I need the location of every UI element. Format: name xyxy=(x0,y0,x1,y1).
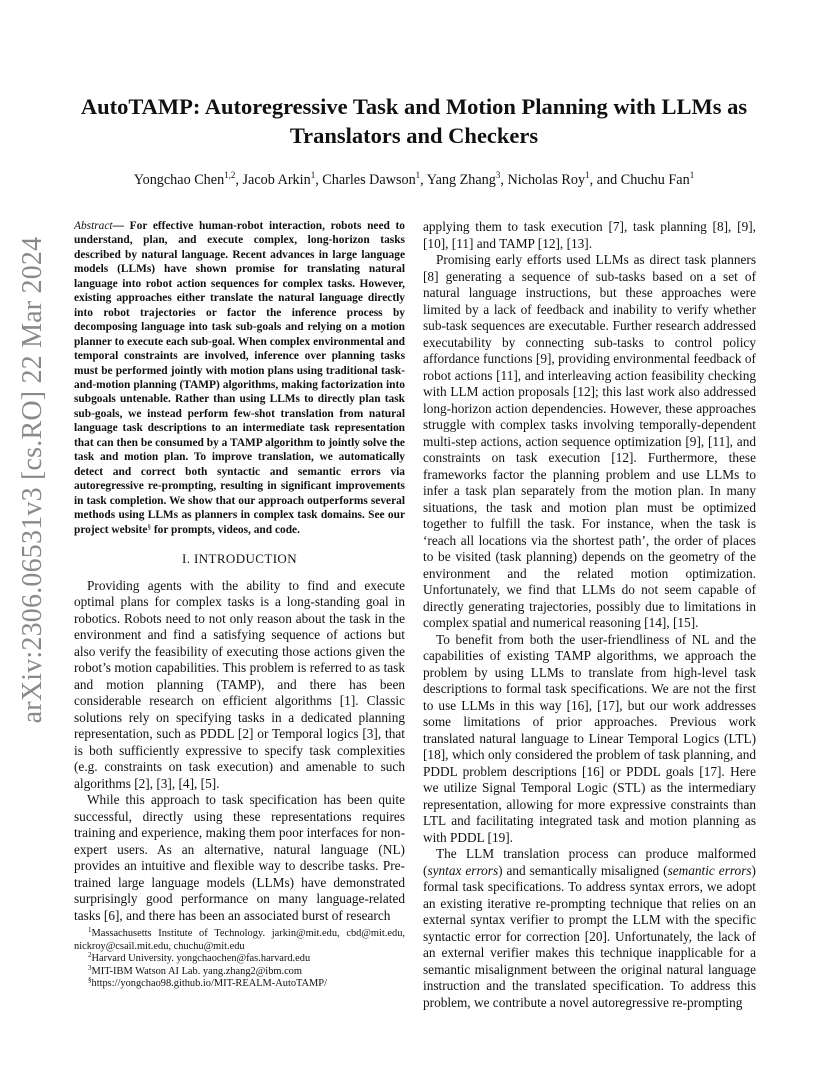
paragraph-text: The LLM translation process can produce malformed ( xyxy=(423,846,756,878)
emphasis-syntax-errors: syntax errors xyxy=(427,862,499,878)
author-affiliation-mark: 3 xyxy=(495,170,501,180)
author-name: Chuchu Fan xyxy=(620,172,690,188)
paper-title: AutoTAMP: Autoregressive Task and Motion Planning with LLMs as Translators and Checkers xyxy=(80,94,748,148)
footnote-mark: § xyxy=(88,976,92,985)
left-column xyxy=(74,219,405,924)
author-name: Jacob Arkin xyxy=(242,172,311,188)
author-name: Nicholas Roy xyxy=(507,172,586,188)
intro-paragraph: While this approach to task specification has been quite successful, directly using these representations requires training and experience, making them poor interfaces for non-expert users. As an alternative, natural language (NL) provides an intuitive and flexible way to describe tasks. Pre-trained large language models (LLMs) have demonstrated surprisingly good performance on many language-related tasks [6], and there has been an associated burst of research xyxy=(74,792,405,923)
paragraph-text: ) and semantically misaligned ( xyxy=(498,862,668,878)
footnote-mark: 1 xyxy=(88,926,92,934)
abstract-tail: for prompts, videos, and code. xyxy=(151,523,300,536)
footnote xyxy=(74,928,405,953)
project-website-footnote-mark[interactable]: § xyxy=(147,522,151,531)
body-paragraph: Promising early efforts used LLMs as direct task planners [8] generating a sequence of sub-tasks based on a set of natural language instructions, but these approaches were limited by a lack of feedback and inability to verify whether sub-task sequences are executable. Further research addressed executability by connecting sub-tasks to control policy affordance functions [9], providing environmental feedback of robot actions [11], and interleaving action feasibility checking with LLM action proposals [12]; this last work also addressed long-horizon action dependencies. However, these approaches struggle with complex tasks involving temporally-dependent multi-step actions, action sequence optimization [9], [11], and constraints on task execution [12]. Furthermore, these frameworks factor the planning problem and use LLMs to infer a task plan separately from the motion plan. In many situations, the task and motion plan must be optimized together to fulfill the task. For instance, when the task is ‘reach all locations via the shortest path’, the order of places to be visited (task planning) depends on the geometry of the environment and the related motion optimization. Unfortunately, we find that LLMs do not seem capable of directly generating trajectories, possibly due to limitations in complex spatial and numerical reasoning [14], [15]. xyxy=(423,252,756,630)
footnote-text: Massachusetts Institute of Technology. jarkin@mit.edu, cbd@mit.edu, nickroy@csail.mit.edu, chuchu@mit.edu xyxy=(74,928,405,952)
arxiv-identifier-stamp xyxy=(17,236,48,724)
footnotes xyxy=(74,928,405,991)
footnote-mark: 3 xyxy=(88,963,92,972)
paragraph-text: ) formal task specifications. To address syntax errors, we adopt an existing iterative re-prompting technique that relies on an external syntax verifier to prompt the LLM with the specific syntactic error for correction [20]. Unfortunately, the lack of an external verifier makes this technique inapplicable for a semantic misalignment between the original natural language instruction and the translated specification. To address this problem, we contribute a novel autoregressive re-prompting xyxy=(423,862,756,1010)
footnote xyxy=(74,953,405,966)
abstract-text: — For effective human-robot interaction, robots need to understand, plan, and execute complex, long-horizon tasks described by natural language. Recent advances in large language models (LLMs) have shown promise for translating natural language into robot action sequences for complex tasks. However, existing approaches either translate the natural language directly into robot trajectories or factor the inference process by decomposing language into task sub-goals and relying on a motion planner to execute each sub-goal. When complex environmental and temporal constraints are involved, inference over planning tasks must be performed jointly with motion plans using traditional task-and-motion planning (TAMP) algorithms, making factorization into subgoals untenable. Rather than using LLMs to directly plan task sub-goals, we instead perform few-shot translation from natural language task descriptions to an intermediate task representation that can then be consumed by a TAMP algorithm to jointly solve the task and motion plan. To improve translation, we automatically detect and correct both syntactic and semantic errors via autoregressive re-prompting, resulting in significant improvements in task completion. We show that our approach outperforms several methods using LLMs as planners in complex task domains. See our project website xyxy=(74,220,405,536)
footnote-text: MIT-IBM Watson AI Lab. yang.zhang2@ibm.com xyxy=(91,965,302,977)
author-affiliation-mark: 1 xyxy=(585,170,590,180)
project-website-url[interactable]: https://yongchao98.github.io/MIT-REALM-AutoTAMP/ xyxy=(91,978,327,990)
author-affiliation-mark: 1 xyxy=(415,170,421,180)
arxiv-identifier-text: arXiv:2306.06531v3 [cs.RO] 22 Mar 2024 xyxy=(17,236,48,724)
author-name: Yongchao Chen xyxy=(133,172,225,188)
footnote xyxy=(74,978,405,991)
author-affiliation-mark: 1 xyxy=(689,170,695,180)
author-list: Yongchao Chen$^{1,2}$, Jacob Arkin$^1$, Charles Dawson$^1$, Yang Zhang$^3$, Nicholas Roy$^1$, and Chuchu Fan$^1$ xyxy=(133,170,695,188)
footnote-text: Harvard University. yongchaochen@fas.harvard.edu xyxy=(91,953,311,965)
author-name: Yang Zhang xyxy=(426,172,496,188)
intro-paragraph: Providing agents with the ability to find and execute optimal plans for complex tasks is a long-standing goal in robotics. Robots need to not only reason about the task in the environment and find a satisfying sequence of actions but also verify the feasibility of executing those actions given the robot’s motion capabilities. This problem is referred to as task and motion planning (TAMP), and there has been considerable research on efficient algorithms [1]. Classic solutions rely on specifying tasks in a dedicated planning representation, such as PDDL [2] or Temporal logics [3], that is both sufficiently expressive to specify task complexities (e.g. constraints on task execution) and amenable to such algorithms [2], [3], [4], [5]. xyxy=(74,577,405,791)
author-affiliation-mark: 1 xyxy=(310,170,316,180)
body-paragraph: To benefit from both the user-friendliness of NL and the capabilities of existing TAMP algorithms, we approach the problem by using LLMs to translate from high-level task descriptions to formal task specifications. We are not the first to use LLMs in this way [16], [17], but our work addresses some limitations of prior approaches. Previous work translated natural language to Linear Temporal Logics (LTL) [18], which only considered the problem of task planning, and PDDL problem descriptions [16] or PDDL goals [17]. Here we utilize Signal Temporal Logic (STL) as the intermediary representation, allowing for more expressive constraints than LTL and facilitating integrated task and motion planning as with PDDL [19]. xyxy=(423,631,756,845)
author-name: Charles Dawson xyxy=(322,172,416,188)
footnote xyxy=(74,963,405,979)
body-paragraph: applying them to task execution [7], task planning [8], [9], [10], [11] and TAMP [12], [13]. xyxy=(423,219,756,251)
section-heading-introduction: I. INTRODUCTION xyxy=(181,550,298,566)
footnote-mark: 2 xyxy=(88,951,92,960)
author-affiliation-mark: 1,2 xyxy=(224,170,236,180)
abstract xyxy=(74,219,405,537)
abstract-lead: Abstract xyxy=(74,220,113,232)
body-paragraph-translation-errors xyxy=(423,846,756,1011)
emphasis-semantic-errors: semantic errors xyxy=(667,862,752,878)
right-column xyxy=(423,219,756,1011)
